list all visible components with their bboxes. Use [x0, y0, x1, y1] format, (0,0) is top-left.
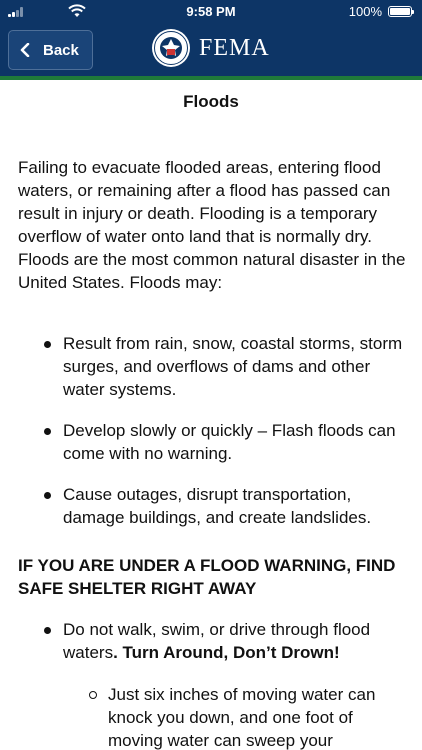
- fema-wordmark: FEMA: [199, 34, 270, 61]
- fema-logo: [151, 26, 281, 70]
- app-header: [0, 0, 422, 80]
- list-item: Result from rain, snow, coastal storms, storm surges, and overflows of dams and other water systems.: [18, 332, 408, 401]
- page-title: Floods: [183, 92, 239, 111]
- flood-facts-list: [18, 332, 408, 547]
- sub-list: [63, 683, 408, 750]
- chevron-left-icon: [19, 43, 31, 57]
- battery-icon: [388, 6, 412, 17]
- dhs-seal-icon: [151, 28, 191, 68]
- list-item: Develop slowly or quickly – Flash floods can come with no warning.: [18, 419, 408, 465]
- list-item-text: Do not walk, swim, or drive through flood waters: [63, 620, 371, 662]
- flood-warning-list: [18, 618, 408, 750]
- content-area: [0, 84, 422, 750]
- back-button[interactable]: [8, 30, 93, 70]
- list-item: Cause outages, disrupt transportation, damage buildings, and create landslides.: [18, 483, 408, 529]
- list-item-emphasis: . Turn Around, Don’t Drown!: [113, 643, 340, 662]
- intro-paragraph: Failing to evacuate flooded areas, entering flood waters, or remaining after a flood has passed can result in injury or death. Flooding is a temporary overflow of water onto land that is normally dry. Floods are the most common natural disaster in the United States. Floods may:: [18, 158, 406, 292]
- status-time: 9:58 PM: [186, 4, 236, 19]
- sub-list-item: Just six inches of moving water can knock you down, and one foot of moving water can sweep your: [63, 683, 408, 750]
- back-button-label: Back: [43, 41, 79, 59]
- status-bar: [0, 0, 422, 24]
- flood-warning-heading: IF YOU ARE UNDER A FLOOD WARNING, FIND SAFE SHELTER RIGHT AWAY: [18, 556, 396, 598]
- battery-percentage: 100%: [348, 4, 382, 19]
- list-item: [18, 618, 408, 750]
